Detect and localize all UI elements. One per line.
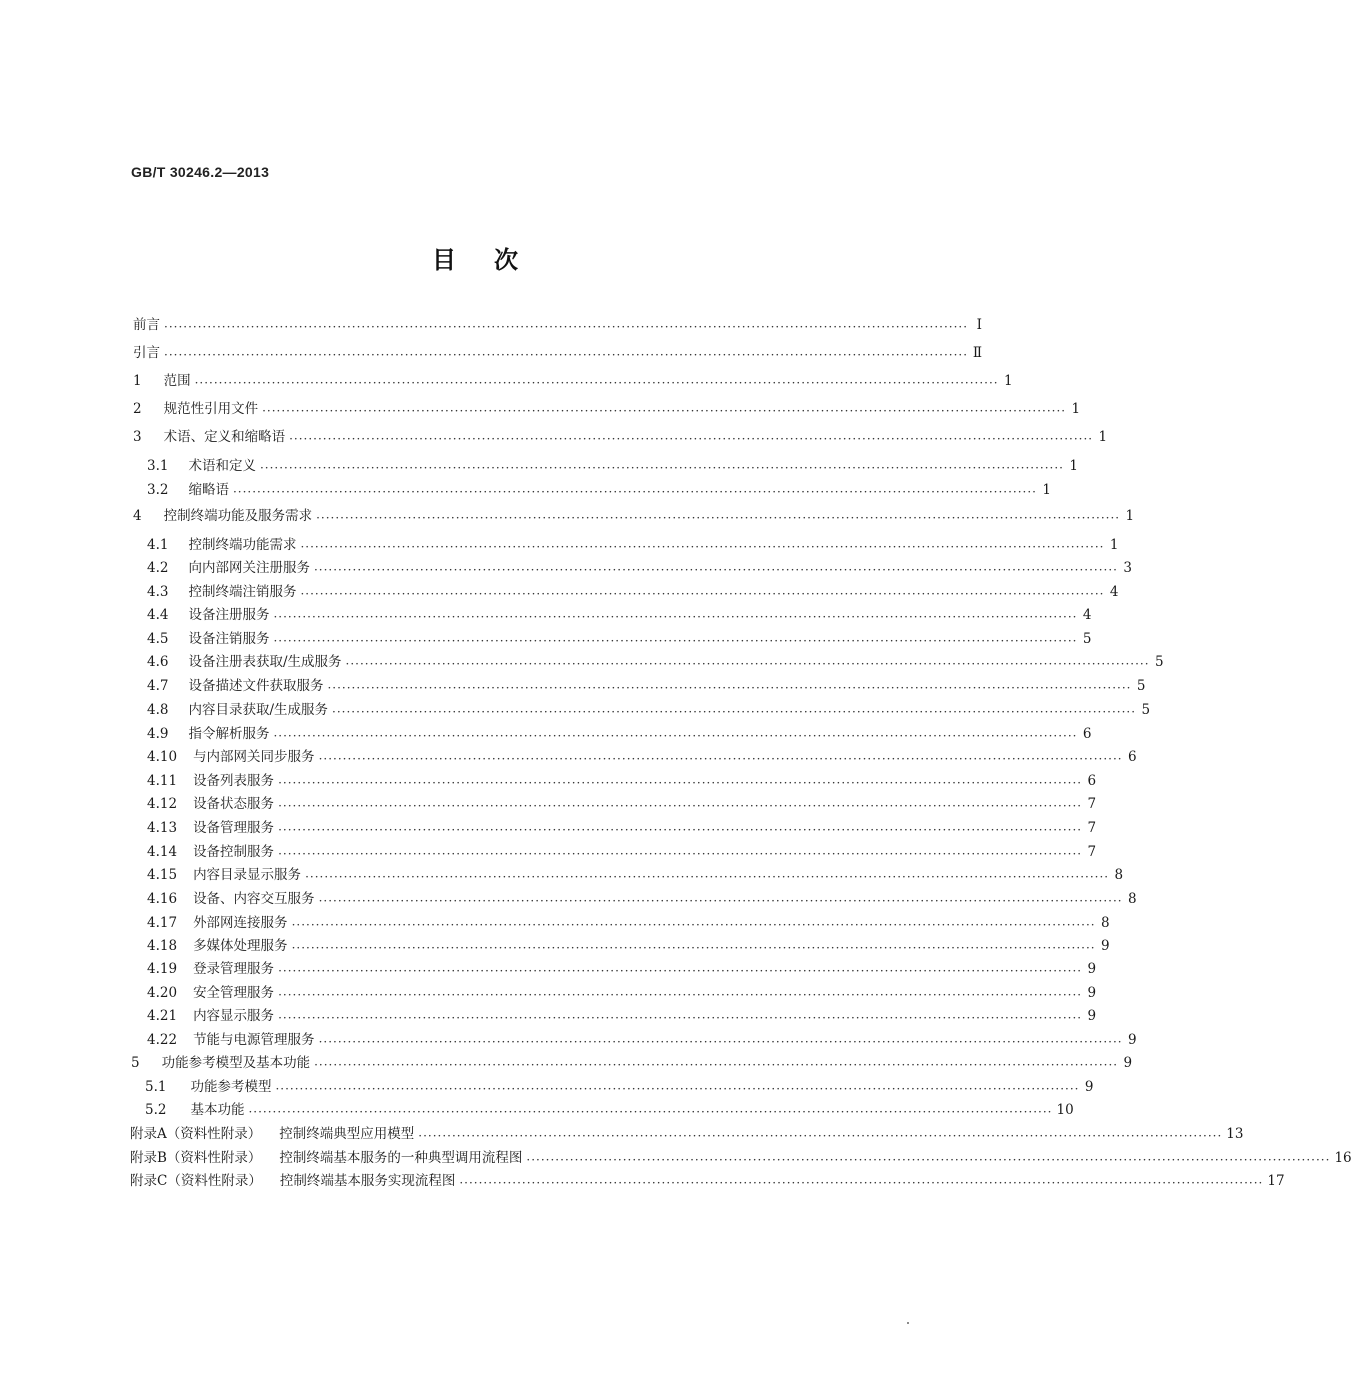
toc-leader-dots: ······································································································································································· [262,404,1067,418]
toc-leader-dots: ······································································································································································· [273,729,1078,743]
toc-leader-dots: ······································································································································································· [314,1058,1119,1072]
toc-entry [147,865,1124,885]
toc-entry-title: 设备、内容交互服务 [193,891,315,907]
toc-entry [133,427,1108,447]
toc-entry-number: 5.1 [145,1079,167,1095]
toc-entry-page: 9 [1123,1055,1133,1071]
toc-entry-number: 4.2 [147,560,169,576]
toc-entry-title: 内容目录显示服务 [193,867,302,883]
toc-entry-number: 4.11 [147,773,178,789]
toc-entry-number: 附录B（资料性附录） [130,1150,262,1166]
toc-leader-dots: ······································································································································································· [273,634,1078,648]
toc-entry-number: 附录C（资料性附录） [130,1173,262,1189]
toc-entry [147,700,1151,720]
toc-leader-dots: ······································································································································································· [327,681,1132,695]
toc-entry [147,983,1097,1003]
toc-entry-number: 4.10 [147,749,178,765]
toc-entry [147,747,1137,767]
toc-entry-number: 5.2 [145,1102,167,1118]
toc-entry-number: 2 [133,401,142,417]
toc-entry-title: 前言 [133,317,160,333]
toc-entry-title: 指令解析服务 [188,726,270,742]
toc-entry-title: 节能与电源管理服务 [193,1032,315,1048]
toc-entry [133,343,983,363]
toc-leader-dots: ······································································································································································· [313,563,1118,577]
toc-entry-page: 6 [1087,773,1097,789]
toc-entry-title: 功能参考模型 [190,1079,272,1095]
toc-leader-dots: ······································································································································································· [459,1176,1264,1190]
toc-entry-page: 8 [1100,915,1110,931]
toc-entry [147,605,1092,625]
toc-entry-page: 8 [1114,867,1124,883]
toc-entry-number: 4.21 [147,1008,178,1024]
toc-entry-page: 4 [1109,584,1119,600]
toc-entry-page: 7 [1087,820,1097,836]
toc-entry-page: 9 [1087,961,1097,977]
toc-entry-number: 3 [133,429,142,445]
toc-entry-number: 4.8 [147,702,169,718]
toc-entry-page: 5 [1082,631,1092,647]
toc-leader-dots: ······································································································································································· [259,461,1064,475]
toc-entry-page: 1 [1004,373,1013,389]
toc-entry-title: 多媒体处理服务 [193,938,288,954]
toc-leader-dots: ······································································································································································· [278,964,1083,978]
toc-entry-page: 6 [1082,726,1092,742]
toc-entry [147,480,1051,500]
toc-entry-title: 控制终端基本服务实现流程图 [279,1173,456,1189]
toc-entry-title: 设备注销服务 [188,631,270,647]
toc-entry-number: 1 [133,373,142,389]
toc-leader-dots: ······································································································································································· [291,918,1096,932]
toc-leader-dots: ······································································································································································· [273,610,1078,624]
toc-entry [147,535,1119,555]
toc-entry [147,558,1132,578]
toc-entry-title: 术语和定义 [188,458,256,474]
toc-entry-title: 控制终端典型应用模型 [279,1126,415,1142]
toc-leader-dots: ······································································································································································· [300,587,1105,601]
toc-entry-title: 内容目录获取/生成服务 [188,702,329,718]
toc-entry-page: 1 [1069,458,1078,474]
toc-leader-dots: ······································································································································································· [278,823,1083,837]
toc-entry [147,456,1078,476]
toc-entry [145,1077,1094,1097]
toc-entry-number: 4.15 [147,867,178,883]
toc-entry [131,1053,1133,1073]
toc-entry-number: 4.6 [147,654,169,670]
toc-entry-title: 设备状态服务 [193,796,275,812]
toc-entry-number: 4.12 [147,796,178,812]
toc-entry-number: 3.1 [147,458,169,474]
toc-entry-number: 4.5 [147,631,169,647]
toc-entry-number: 4.18 [147,938,178,954]
toc-entry-number: 3.2 [147,482,169,498]
toc-entry-page: 9 [1087,1008,1097,1024]
toc-entry-page: 1 [1042,482,1051,498]
toc-leader-dots: ······································································································································································· [278,776,1083,790]
toc-entry-page: 9 [1084,1079,1094,1095]
toc-entry-page: 5 [1136,678,1146,694]
toc-entry-page: 3 [1123,560,1132,576]
toc-entry [147,724,1092,744]
toc-entry [147,582,1119,602]
toc-entry [130,1171,1285,1191]
toc-entry-title: 设备控制服务 [193,844,275,860]
toc-entry [130,1148,1352,1168]
toc-entry-page: 1 [1071,401,1081,417]
toc-entry-number: 4.17 [147,915,178,931]
toc-entry-page: 8 [1127,891,1137,907]
toc-entry-title: 规范性引用文件 [163,401,259,417]
toc-entry-title: 控制终端功能及服务需求 [163,508,313,524]
toc-entry-title: 与内部网关同步服务 [193,749,315,765]
toc-entry-page: 9 [1087,985,1097,1001]
toc-entry-page: Ⅱ [972,345,983,361]
toc-entry-page: 4 [1082,607,1092,623]
toc-leader-dots: ······································································································································································· [318,752,1123,766]
toc-entry [147,676,1146,696]
toc-entry [130,1124,1244,1144]
toc-entry [147,959,1097,979]
toc-leader-dots: ······································································································································································· [332,705,1137,719]
toc-entry-title: 术语、定义和缩略语 [163,429,286,445]
toc-entry-number: 4.3 [147,584,169,600]
toc-entry-title: 设备列表服务 [193,773,275,789]
toc-entry-title: 基本功能 [190,1102,245,1118]
toc-entry-page: 9 [1127,1032,1137,1048]
toc-leader-dots: ······································································································································································· [526,1153,1331,1167]
toc-leader-dots: ······································································································································································· [345,657,1150,671]
toc-leader-dots: ······································································································································································· [278,799,1083,813]
toc-leader-dots: ······································································································································································· [194,376,999,390]
toc-entry-number: 5 [131,1055,140,1071]
toc-leader-dots: ······································································································································································· [164,348,969,362]
toc-entry [147,771,1097,791]
toc-entry-title: 向内部网关注册服务 [188,560,310,576]
toc-leader-dots: ······································································································································································· [300,540,1105,554]
toc-entry-number: 4.4 [147,607,169,623]
toc-title: 目次 [432,246,556,274]
toc-leader-dots: ······································································································································································· [232,485,1037,499]
toc-leader-dots: ······································································································································································· [278,847,1083,861]
toc-entry-title: 设备注册服务 [188,607,270,623]
toc-entry-page: 1 [1125,508,1135,524]
toc-entry-title: 缩略语 [188,482,229,498]
standard-code: GB/T 30246.2—2013 [131,164,270,180]
toc-entry-number: 4.19 [147,961,178,977]
toc-leader-dots: ······································································································································································· [164,320,969,334]
toc-entry [147,889,1137,909]
scan-speck [907,1322,909,1324]
toc-entry-page: 7 [1087,844,1097,860]
toc-entry [133,371,1013,391]
toc-entry-page: 13 [1226,1126,1244,1142]
toc-entry [147,1006,1097,1026]
toc-entry-page: 5 [1141,702,1151,718]
toc-entry [145,1100,1074,1120]
toc-leader-dots: ······································································································································································· [248,1105,1053,1119]
toc-entry [133,399,1081,419]
toc-entry-page: Ⅰ [976,317,983,333]
toc-entry-title: 功能参考模型及基本功能 [161,1055,311,1071]
toc-entry-number: 4 [133,508,142,524]
toc-entry-page: 10 [1056,1102,1074,1118]
toc-entry [147,794,1097,814]
toc-leader-dots: ······································································································································································· [291,941,1096,955]
toc-leader-dots: ······································································································································································· [275,1082,1080,1096]
toc-entry-title: 范围 [163,373,191,389]
toc-entry [133,506,1135,526]
toc-entry-title: 引言 [133,345,160,361]
toc-entry-page: 9 [1100,938,1110,954]
toc-entry-title: 内容显示服务 [193,1008,275,1024]
toc-entry-title: 外部网连接服务 [193,915,288,931]
toc-entry-title: 设备描述文件获取服务 [188,678,324,694]
toc-entry-title: 安全管理服务 [193,985,275,1001]
toc-entry [147,842,1097,862]
toc-entry [147,818,1097,838]
toc-entry-number: 4.16 [147,891,178,907]
toc-entry-title: 控制终端基本服务的一种典型调用流程图 [279,1150,523,1166]
toc-entry-number: 4.22 [147,1032,178,1048]
toc-entry [147,629,1092,649]
toc-entry-number: 4.1 [147,537,169,553]
toc-entry-page: 5 [1154,654,1164,670]
toc-entry-number: 4.14 [147,844,178,860]
toc-entry [133,315,983,335]
toc-leader-dots: ······································································································································································· [289,432,1094,446]
toc-entry-page: 7 [1087,796,1097,812]
toc-entry-number: 4.7 [147,678,169,694]
toc-entry-title: 控制终端功能需求 [188,537,297,553]
toc-leader-dots: ······································································································································································· [305,870,1110,884]
toc-leader-dots: ······································································································································································· [318,894,1123,908]
toc-entry-page: 17 [1267,1173,1285,1189]
toc-leader-dots: ······································································································································································· [278,1011,1083,1025]
toc-entry-number: 4.13 [147,820,178,836]
toc-entry [147,913,1110,933]
toc-entry [147,652,1164,672]
toc-entry [147,936,1110,956]
toc-entry [147,1030,1137,1050]
toc-leader-dots: ······································································································································································· [318,1035,1123,1049]
toc-entry-number: 4.20 [147,985,178,1001]
toc-leader-dots: ······································································································································································· [278,988,1083,1002]
toc-entry-number: 4.9 [147,726,169,742]
toc-entry-title: 设备注册表获取/生成服务 [188,654,342,670]
toc-entry-title: 设备管理服务 [193,820,275,836]
toc-entry-page: 1 [1109,537,1119,553]
toc-entry-title: 登录管理服务 [193,961,275,977]
toc-entry-title: 控制终端注销服务 [188,584,297,600]
toc-leader-dots: ······································································································································································· [418,1129,1223,1143]
toc-leader-dots: ······································································································································································· [316,511,1121,525]
toc-entry-page: 1 [1098,429,1108,445]
toc-entry-number: 附录A（资料性附录） [130,1126,262,1142]
toc-entry-page: 6 [1127,749,1137,765]
toc-entry-page: 16 [1334,1150,1352,1166]
